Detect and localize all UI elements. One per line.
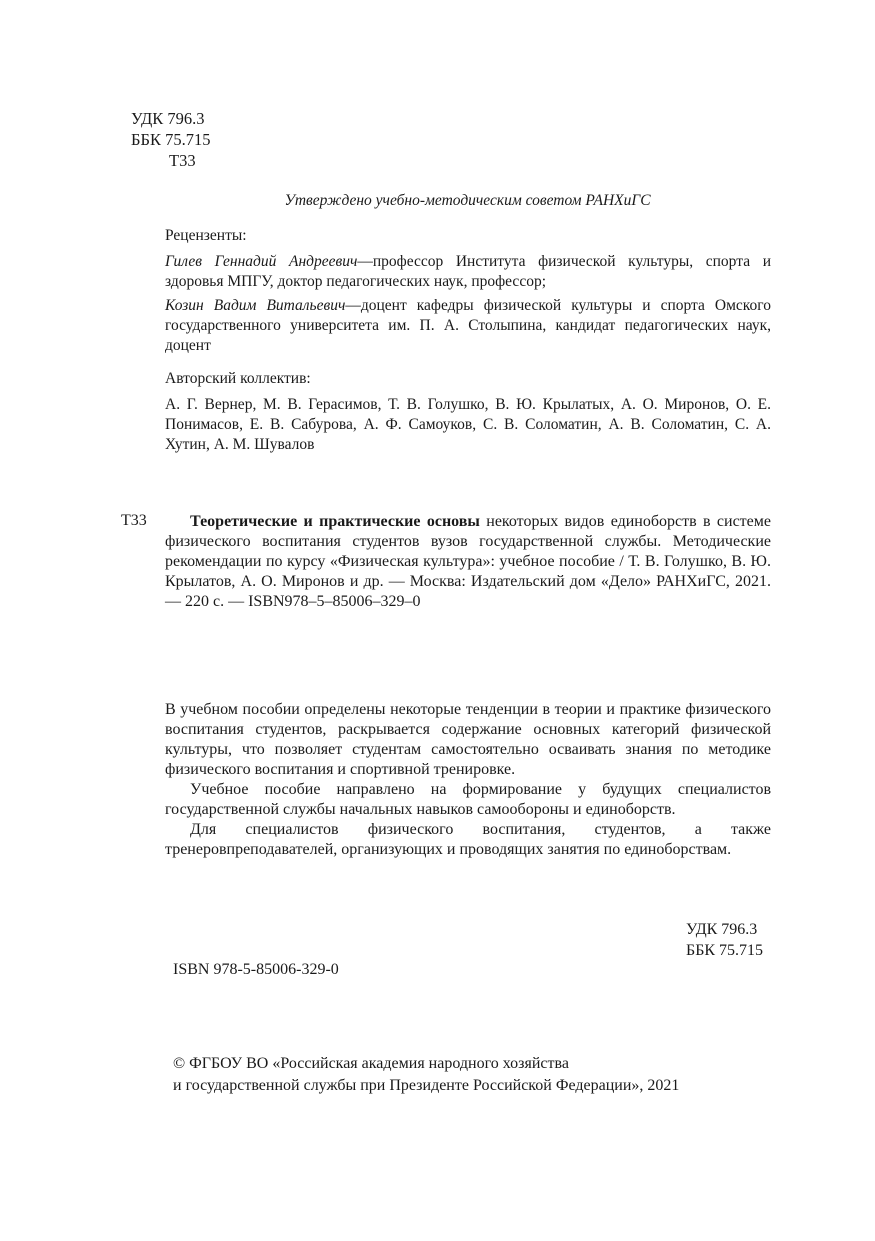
authors-list: А. Г. Вернер, М. В. Герасимов, Т. В. Голушко, В. Ю. Крылатых, А. О. Миронов, О. Е. Понимасов, Е. В. Сабурова, А. Ф. Самоуков, С. В. Соломатин, А. В. Соломатин, С. А. Хутин, А. М. Шувалов — [165, 396, 771, 453]
reviewer-2 — [165, 296, 771, 356]
authors-section — [165, 369, 771, 455]
annotation-text: некоторых видов единоборств в системе физического воспитания студентов вузов государственной службы. Методические рекомендации по курсу «Физическая культура»: учебное пособие / Т. В. Голушко, В. Ю. Крылатов, А. О. Миронов и др. — Москва: Издательский дом «Дело» РАНХиГС, 2021. — 220 с. — ISBN978–5–85006–329–0 — [165, 513, 771, 610]
reviewer-1-name: Гилев Геннадий Андреевич — [165, 253, 358, 270]
reviewer-2-text: —доцент кафедры физической культуры и спорта Омского государственного университета им. П. А. Столыпина, кандидат педагогических наук, доцент — [165, 297, 771, 354]
reviewer-1 — [165, 252, 771, 292]
reviewers-label: Рецензенты: — [165, 227, 247, 244]
annotation-code: Т33 — [121, 512, 147, 529]
udk-code: УДК 796.3 — [131, 109, 205, 128]
bibliographic-annotation — [165, 512, 771, 612]
copyright — [173, 1053, 773, 1097]
abstract-paragraph-2: Учебное пособие направлено на формирование у будущих специалистов государственной службы начальных навыков самообороны и единоборств. — [165, 781, 771, 818]
isbn: ISBN 978-5-85006-329-0 — [173, 961, 339, 978]
book-title: Теоретические и практические основы — [190, 513, 480, 530]
bbk-code-footer: ББК 75.715 — [686, 942, 764, 959]
udk-footer — [686, 919, 763, 961]
author-mark: Т33 — [169, 151, 196, 170]
authors-label: Авторский коллектив: — [165, 370, 311, 387]
copyright-line-2: и государственной службы при Президенте Российской Федерации», 2021 — [173, 1077, 680, 1094]
abstract-paragraph-3: Для специалистов физического воспитания, студентов, а также тренеровпреподавателей, организующих и проводящих занятия по единоборствам. — [165, 821, 771, 858]
bbk-code: ББК 75.715 — [131, 130, 211, 149]
reviewers-section — [165, 226, 771, 356]
abstract — [165, 700, 771, 860]
abstract-paragraph-1: В учебном пособии определены некоторые тенденции в теории и практике физического воспитания студентов, раскрывается содержание основных категорий физической культуры, что позволяет студентам самостоятельно осваивать знания по методике физического воспитания и спортивной тренировке. — [165, 701, 771, 778]
reviewer-2-name: Козин Вадим Витальевич — [165, 297, 346, 314]
approval-note: Утверждено учебно-методическим советом РАНХиГС — [284, 192, 651, 209]
udk-header — [131, 108, 210, 171]
copyright-line-1: © ФГБОУ ВО «Российская академия народного хозяйства — [173, 1055, 569, 1072]
udk-code-footer: УДК 796.3 — [686, 921, 758, 938]
reviewer-1-text: —профессор Института физической культуры, спорта и здоровья МПГУ, доктор педагогических наук, профессор; — [165, 253, 771, 290]
